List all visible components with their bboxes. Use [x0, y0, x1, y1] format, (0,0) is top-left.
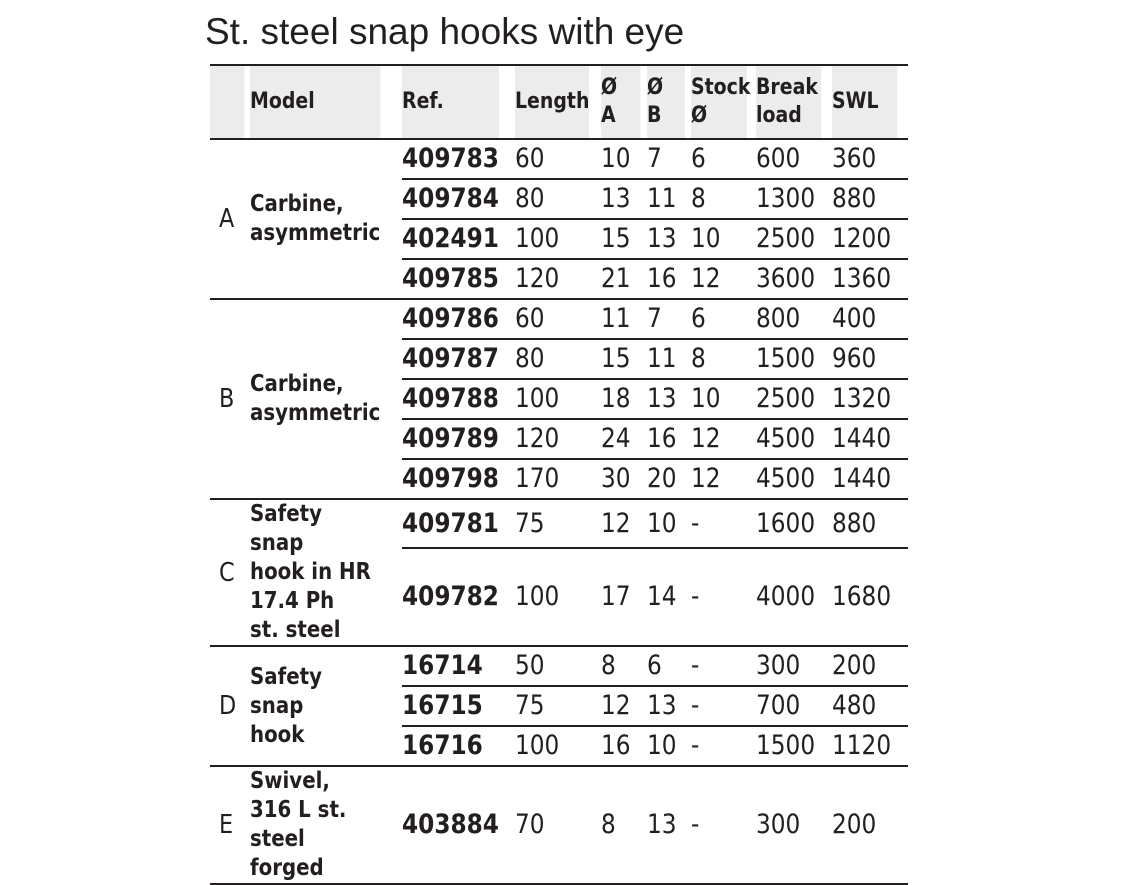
cell-ref-text: 409798 [402, 463, 499, 494]
cell-diameter-b-text: 10 [647, 507, 677, 539]
cell-stock-text: 8 [691, 343, 706, 374]
cell-diameter-a [601, 726, 647, 766]
cell-swl-text: 960 [832, 343, 877, 374]
cell-diameter-a-text: 15 [601, 223, 631, 254]
cell-swl-text: 400 [832, 303, 877, 334]
cell-diameter-b [647, 299, 691, 339]
cell-diameter-a-text: 13 [601, 183, 631, 214]
cell-diameter-b [647, 459, 691, 499]
cell-length [515, 259, 601, 299]
group-model-text: Safety snap hook in HR 17.4 Ph st. steel [250, 501, 371, 643]
cell-stock [691, 339, 756, 379]
cell-diameter-b-text: 16 [647, 263, 677, 294]
cell-stock-text: - [691, 690, 700, 721]
cell-break-load-text: 600 [756, 143, 801, 174]
cell-diameter-a-text: 8 [601, 650, 616, 681]
header-stock: Stock Ø [691, 65, 747, 139]
cell-swl [832, 179, 908, 219]
cell-swl-text: 1200 [832, 223, 892, 254]
cell-diameter-b-text: 20 [647, 463, 677, 494]
group-letter-text: C [219, 557, 235, 588]
cell-ref-text: 409781 [402, 507, 499, 539]
cell-stock-text: 12 [691, 423, 721, 454]
cell-swl [832, 548, 908, 646]
cell-stock [691, 219, 756, 259]
table-row [210, 299, 908, 339]
cell-stock [691, 259, 756, 299]
cell-diameter-b [647, 726, 691, 766]
cell-diameter-a [601, 259, 647, 299]
header-break-load: Break load [756, 65, 821, 139]
cell-swl-text: 1440 [832, 423, 892, 454]
cell-diameter-a-text: 10 [601, 143, 631, 174]
cell-length [515, 686, 601, 726]
snap-hooks-table-container [210, 64, 908, 885]
cell-break-load-text: 2500 [756, 383, 816, 414]
group-model-text: Swivel, 316 L st. steel forged [250, 768, 347, 881]
cell-stock-text: - [691, 730, 700, 761]
cell-diameter-b [647, 139, 691, 179]
cell-break-load-text: 1500 [756, 343, 816, 374]
table-row [210, 646, 908, 686]
cell-stock [691, 766, 756, 884]
cell-diameter-a [601, 499, 647, 548]
cell-stock-text: 10 [691, 383, 721, 414]
cell-break-load-text: 300 [756, 809, 801, 840]
cell-ref-text: 409789 [402, 423, 499, 454]
group-letter [210, 139, 250, 299]
cell-break-load [756, 499, 832, 548]
cell-break-load [756, 646, 832, 686]
cell-ref [402, 299, 515, 339]
cell-diameter-b-text: 10 [647, 730, 677, 761]
cell-stock-text: 6 [691, 143, 706, 174]
cell-ref [402, 499, 515, 548]
cell-stock [691, 179, 756, 219]
cell-length [515, 646, 601, 686]
table-body [210, 139, 908, 884]
cell-ref-text: 409787 [402, 343, 499, 374]
cell-swl [832, 299, 908, 339]
cell-swl-text: 1440 [832, 463, 892, 494]
cell-length [515, 459, 601, 499]
table-header-row [210, 65, 908, 139]
cell-length-text: 75 [515, 507, 545, 539]
table-row [210, 766, 908, 884]
cell-swl-text: 1680 [832, 581, 892, 612]
cell-diameter-b-text: 13 [647, 809, 677, 840]
group-letter-text: E [219, 810, 234, 840]
cell-ref [402, 646, 515, 686]
cell-swl-text: 1120 [832, 730, 892, 761]
cell-swl-text: 360 [832, 143, 877, 174]
cell-stock-text: 12 [691, 263, 721, 294]
cell-length-text: 170 [515, 463, 560, 494]
header-diameter-b: Ø B [647, 65, 685, 139]
group-model [250, 766, 402, 884]
cell-stock [691, 379, 756, 419]
cell-diameter-a [601, 646, 647, 686]
cell-swl [832, 766, 908, 884]
cell-ref [402, 459, 515, 499]
snap-hooks-table [210, 64, 908, 885]
cell-ref-text: 16715 [402, 690, 483, 721]
header-swl: SWL [832, 65, 897, 139]
cell-break-load [756, 766, 832, 884]
cell-break-load [756, 179, 832, 219]
cell-diameter-a-text: 24 [601, 423, 631, 454]
group-model-text: Carbine, asymmetric [250, 191, 381, 246]
cell-length [515, 419, 601, 459]
header-letter [210, 65, 244, 139]
cell-diameter-a-text: 16 [601, 730, 631, 761]
group-letter [210, 499, 250, 646]
cell-stock-text: 12 [691, 463, 721, 494]
cell-stock [691, 726, 756, 766]
cell-ref-text: 403884 [402, 809, 499, 840]
cell-break-load-text: 1600 [756, 507, 816, 539]
cell-swl [832, 686, 908, 726]
cell-ref-text: 409783 [402, 143, 499, 174]
cell-diameter-b-text: 13 [647, 690, 677, 721]
cell-diameter-a-text: 30 [601, 463, 631, 494]
cell-swl-text: 200 [832, 650, 877, 681]
cell-diameter-a-text: 18 [601, 383, 631, 414]
group-model [250, 646, 402, 766]
cell-break-load [756, 459, 832, 499]
cell-diameter-a-text: 12 [601, 507, 631, 539]
header-length: Length [515, 65, 589, 139]
cell-diameter-a [601, 686, 647, 726]
cell-swl [832, 499, 908, 548]
header-ref: Ref. [402, 65, 499, 139]
cell-swl [832, 726, 908, 766]
cell-length-text: 60 [515, 143, 545, 174]
cell-ref-text: 409785 [402, 263, 499, 294]
cell-length [515, 548, 601, 646]
group-model [250, 499, 402, 646]
cell-length [515, 179, 601, 219]
cell-stock [691, 548, 756, 646]
cell-diameter-b [647, 646, 691, 686]
cell-diameter-b [647, 179, 691, 219]
cell-break-load-text: 4500 [756, 463, 816, 494]
cell-ref [402, 339, 515, 379]
cell-ref [402, 219, 515, 259]
cell-diameter-a [601, 339, 647, 379]
cell-break-load [756, 339, 832, 379]
cell-swl [832, 379, 908, 419]
cell-break-load [756, 379, 832, 419]
cell-ref-text: 16714 [402, 650, 483, 681]
cell-stock-text: 8 [691, 183, 706, 214]
cell-break-load-text: 700 [756, 690, 801, 721]
cell-stock-text: 6 [691, 303, 706, 334]
cell-stock [691, 139, 756, 179]
cell-ref-text: 402491 [402, 223, 499, 254]
cell-break-load-text: 1500 [756, 730, 816, 761]
cell-length [515, 219, 601, 259]
group-model-text: Safety snap hook [250, 663, 322, 748]
cell-swl [832, 219, 908, 259]
group-letter-text: A [219, 204, 235, 234]
cell-diameter-b [647, 379, 691, 419]
cell-diameter-b [647, 259, 691, 299]
cell-ref-text: 16716 [402, 730, 483, 761]
cell-diameter-a [601, 139, 647, 179]
cell-length-text: 100 [515, 730, 560, 761]
group-model [250, 139, 402, 299]
cell-break-load [756, 726, 832, 766]
cell-ref-text: 409788 [402, 383, 499, 414]
cell-diameter-b-text: 6 [647, 650, 662, 681]
group-letter [210, 766, 250, 884]
cell-length-text: 100 [515, 223, 560, 254]
cell-diameter-a [601, 219, 647, 259]
cell-swl-text: 480 [832, 690, 877, 721]
cell-length-text: 120 [515, 263, 560, 294]
cell-length [515, 726, 601, 766]
cell-diameter-a-text: 12 [601, 690, 631, 721]
cell-diameter-a [601, 299, 647, 339]
cell-length [515, 379, 601, 419]
cell-stock [691, 459, 756, 499]
cell-diameter-a [601, 548, 647, 646]
cell-break-load [756, 548, 832, 646]
cell-stock-text: 10 [691, 223, 721, 254]
cell-break-load [756, 259, 832, 299]
cell-break-load [756, 139, 832, 179]
cell-stock-text: - [691, 581, 700, 612]
cell-stock [691, 419, 756, 459]
cell-break-load-text: 2500 [756, 223, 816, 254]
group-model-text: Carbine, asymmetric [250, 371, 381, 426]
table-row [210, 499, 908, 548]
cell-swl [832, 139, 908, 179]
cell-stock [691, 646, 756, 686]
cell-stock [691, 499, 756, 548]
cell-length [515, 339, 601, 379]
cell-ref-text: 409784 [402, 183, 499, 214]
cell-diameter-a-text: 11 [601, 303, 631, 334]
cell-swl-text: 200 [832, 809, 877, 840]
cell-swl-text: 1360 [832, 263, 892, 294]
cell-swl-text: 880 [832, 183, 877, 214]
cell-length-text: 100 [515, 383, 560, 414]
cell-length [515, 299, 601, 339]
page-title: St. steel snap hooks with eye [205, 11, 685, 52]
cell-break-load-text: 1300 [756, 183, 816, 214]
cell-break-load-text: 4500 [756, 423, 816, 454]
cell-length-text: 80 [515, 343, 545, 374]
cell-ref [402, 726, 515, 766]
cell-swl [832, 259, 908, 299]
cell-diameter-b-text: 11 [647, 343, 677, 374]
cell-break-load-text: 800 [756, 303, 801, 334]
cell-diameter-b [647, 766, 691, 884]
cell-diameter-a [601, 179, 647, 219]
cell-length [515, 766, 601, 884]
cell-length-text: 60 [515, 303, 545, 334]
cell-diameter-a-text: 17 [601, 581, 631, 612]
cell-length-text: 70 [515, 809, 545, 840]
group-model [250, 299, 402, 499]
cell-diameter-b [647, 419, 691, 459]
cell-ref [402, 379, 515, 419]
cell-swl [832, 419, 908, 459]
cell-length [515, 139, 601, 179]
cell-ref [402, 766, 515, 884]
cell-diameter-a [601, 419, 647, 459]
cell-length-text: 50 [515, 650, 545, 681]
cell-stock-text: - [691, 809, 700, 840]
cell-length-text: 100 [515, 581, 560, 612]
cell-ref [402, 259, 515, 299]
cell-swl-text: 1320 [832, 383, 892, 414]
group-letter [210, 299, 250, 499]
cell-diameter-a [601, 459, 647, 499]
cell-diameter-b-text: 13 [647, 383, 677, 414]
cell-diameter-b-text: 13 [647, 223, 677, 254]
cell-diameter-a-text: 8 [601, 809, 616, 840]
cell-ref-text: 409786 [402, 303, 499, 334]
cell-stock [691, 299, 756, 339]
cell-diameter-b-text: 11 [647, 183, 677, 214]
cell-swl [832, 646, 908, 686]
group-letter-text: B [219, 384, 235, 414]
cell-ref [402, 179, 515, 219]
cell-diameter-b-text: 16 [647, 423, 677, 454]
cell-diameter-a [601, 766, 647, 884]
cell-diameter-b-text: 14 [647, 581, 677, 612]
cell-diameter-b-text: 7 [647, 303, 662, 334]
group-letter-text: D [219, 691, 237, 721]
cell-diameter-b [647, 548, 691, 646]
cell-ref [402, 548, 515, 646]
cell-length-text: 80 [515, 183, 545, 214]
cell-break-load [756, 686, 832, 726]
group-letter [210, 646, 250, 766]
cell-break-load-text: 3600 [756, 263, 816, 294]
cell-break-load-text: 300 [756, 650, 801, 681]
cell-diameter-b [647, 499, 691, 548]
cell-diameter-b [647, 339, 691, 379]
cell-ref [402, 419, 515, 459]
cell-length [515, 499, 601, 548]
cell-stock [691, 686, 756, 726]
header-model: Model [250, 65, 381, 139]
cell-swl [832, 459, 908, 499]
cell-ref [402, 686, 515, 726]
cell-ref [402, 139, 515, 179]
cell-diameter-a-text: 15 [601, 343, 631, 374]
cell-length-text: 75 [515, 690, 545, 721]
cell-diameter-a [601, 379, 647, 419]
cell-break-load [756, 219, 832, 259]
cell-diameter-a-text: 21 [601, 263, 631, 294]
table-row [210, 139, 908, 179]
cell-swl [832, 339, 908, 379]
cell-ref-text: 409782 [402, 581, 499, 612]
header-diameter-a: Ø A [601, 65, 641, 139]
cell-break-load [756, 299, 832, 339]
cell-diameter-b [647, 686, 691, 726]
cell-diameter-b [647, 219, 691, 259]
cell-stock-text: - [691, 507, 700, 539]
cell-diameter-b-text: 7 [647, 143, 662, 174]
cell-break-load [756, 419, 832, 459]
cell-stock-text: - [691, 650, 700, 681]
cell-swl-text: 880 [832, 507, 877, 539]
cell-length-text: 120 [515, 423, 560, 454]
cell-break-load-text: 4000 [756, 581, 816, 612]
